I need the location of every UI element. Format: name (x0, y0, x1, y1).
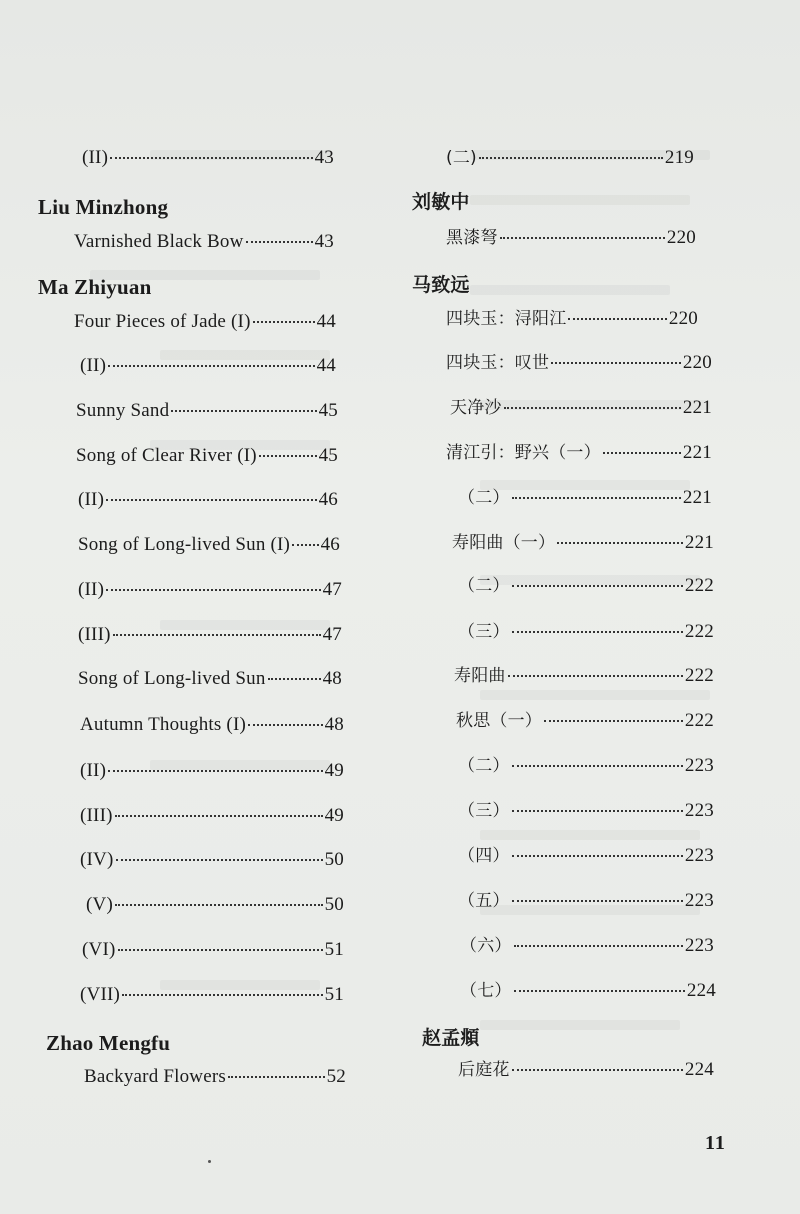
toc-entry[interactable] (76, 444, 338, 468)
toc-entry[interactable] (446, 441, 712, 465)
entry-title: Four Pieces of Jade (I) (74, 311, 251, 332)
entry-title: 清江引：野兴（一） (446, 443, 601, 463)
dot-leader (500, 237, 665, 239)
entry-title: 天净沙 (450, 398, 502, 418)
toc-entry[interactable] (446, 307, 698, 331)
toc-entry[interactable] (84, 1065, 346, 1089)
dot-leader (122, 994, 323, 996)
toc-entry[interactable] (446, 351, 712, 375)
dot-leader (246, 241, 313, 243)
entry-title: (VII) (80, 984, 121, 1005)
toc-entry[interactable] (80, 848, 344, 872)
toc-entry[interactable] (86, 893, 344, 917)
toc-entry[interactable] (450, 396, 712, 420)
entry-page: 220 (666, 227, 696, 248)
entry-title: 四块玉：叹世 (446, 353, 550, 373)
toc-entry[interactable] (80, 804, 344, 828)
entry-title: （二） (458, 756, 510, 776)
entry-title: （七） (460, 981, 512, 1001)
dot-leader (551, 362, 681, 364)
entry-title: (II) (80, 760, 107, 781)
toc-entry[interactable] (74, 310, 336, 334)
entry-page: 221 (684, 532, 714, 553)
entry-page: 44 (316, 311, 336, 332)
entry-title: 后庭花 (458, 1060, 510, 1080)
toc-entry[interactable] (460, 979, 716, 1003)
entry-title: Song of Clear River (I) (76, 445, 257, 466)
dot-leader (568, 318, 666, 320)
dot-leader (504, 407, 681, 409)
entry-page: 47 (322, 579, 342, 600)
dot-leader (110, 157, 312, 159)
entry-page: 222 (684, 621, 714, 642)
toc-entry[interactable] (80, 983, 344, 1007)
entry-title: (III) (78, 624, 111, 645)
entry-page: 45 (318, 445, 338, 466)
entry-title: (II) (78, 489, 105, 510)
dot-leader (514, 945, 683, 947)
toc-entry[interactable] (78, 623, 342, 647)
entry-page: 219 (664, 147, 694, 168)
dot-leader (106, 499, 316, 501)
entry-title: 四块玉：浔阳江 (446, 309, 567, 329)
toc-entry[interactable] (80, 354, 336, 378)
entry-page: 223 (684, 845, 714, 866)
dot-leader (512, 497, 681, 499)
entry-title: 秋思（一） (456, 711, 542, 731)
toc-entry[interactable] (458, 486, 712, 510)
toc-entry[interactable] (446, 226, 696, 250)
dot-leader (512, 1069, 683, 1071)
entry-page: 222 (684, 575, 714, 596)
entry-title: （四） (458, 846, 510, 866)
entry-title: (II) (78, 579, 105, 600)
entry-page: 49 (324, 805, 344, 826)
entry-page: 52 (326, 1066, 346, 1087)
dot-leader (108, 365, 314, 367)
entry-page: 222 (684, 710, 714, 731)
entry-page: 221 (682, 442, 712, 463)
entry-page: 50 (324, 849, 344, 870)
entry-page: 223 (684, 755, 714, 776)
entry-title: （二） (458, 488, 510, 508)
entry-page: 223 (684, 800, 714, 821)
dot-leader (603, 452, 681, 454)
toc-entry[interactable] (458, 889, 714, 913)
dot-leader (508, 675, 683, 677)
entry-title: (VI) (82, 939, 116, 960)
dot-leader (512, 855, 683, 857)
entry-page: 221 (682, 487, 712, 508)
dot-leader (248, 724, 323, 726)
entry-page: 224 (686, 980, 716, 1001)
entry-title: 寿阳曲（一） (452, 533, 556, 553)
dot-leader (228, 1076, 325, 1078)
toc-entry[interactable] (458, 844, 714, 868)
entry-page: 221 (682, 397, 712, 418)
entry-page: 46 (318, 489, 338, 510)
entry-title: Backyard Flowers (84, 1066, 226, 1087)
toc-entry[interactable] (458, 754, 714, 778)
toc-entry[interactable] (78, 667, 342, 691)
entry-page: 44 (316, 355, 336, 376)
toc-entry[interactable] (452, 531, 714, 555)
entry-page: 43 (314, 231, 334, 252)
toc-entry[interactable] (454, 664, 714, 688)
entry-title: （三） (458, 801, 510, 821)
entry-page: 48 (322, 668, 342, 689)
entry-page: 49 (324, 760, 344, 781)
dot-leader (292, 544, 319, 546)
dot-leader (512, 900, 683, 902)
dot-leader (115, 815, 323, 817)
toc-entry[interactable] (76, 399, 338, 423)
entry-title: （三） (458, 622, 510, 642)
toc-entry[interactable] (82, 938, 344, 962)
entry-title: (二) (446, 148, 477, 168)
author-heading: 赵孟頫 (422, 1027, 480, 1049)
author-heading: Liu Minzhong (38, 195, 169, 219)
entry-page: 48 (324, 714, 344, 735)
entry-page: 46 (320, 534, 340, 555)
toc-entry[interactable] (80, 759, 344, 783)
entry-page: 50 (324, 894, 344, 915)
entry-title: Song of Long-lived Sun (I) (78, 534, 291, 555)
entry-page: 223 (684, 935, 714, 956)
author-heading: 刘敏中 (412, 191, 470, 213)
author-heading: Zhao Mengfu (46, 1031, 171, 1055)
entry-title: （五） (458, 891, 510, 911)
toc-entry[interactable] (460, 934, 714, 958)
toc-entry[interactable] (78, 533, 340, 557)
dot-leader (512, 585, 683, 587)
toc-entry[interactable] (74, 230, 334, 254)
entry-title: Song of Long-lived Sun (78, 668, 266, 689)
dot-leader (544, 720, 683, 722)
dot-leader (557, 542, 683, 544)
dot-leader (512, 810, 683, 812)
entry-title: (III) (80, 805, 113, 826)
toc-entry[interactable] (458, 1058, 714, 1082)
dot-leader (108, 770, 322, 772)
entry-page: 224 (684, 1059, 714, 1080)
dot-leader (268, 678, 321, 680)
toc-entry[interactable] (78, 578, 342, 602)
entry-page: 47 (322, 624, 342, 645)
entry-title: （六） (460, 936, 512, 956)
author-heading: Ma Zhiyuan (38, 275, 152, 299)
entry-title: 寿阳曲 (454, 666, 506, 686)
dot-leader (115, 904, 323, 906)
toc-entry[interactable] (82, 146, 334, 170)
toc-entry[interactable] (78, 488, 338, 512)
dot-leader (512, 631, 683, 633)
toc-entry[interactable] (458, 574, 714, 598)
author-heading: 马致远 (412, 274, 470, 296)
toc-entry[interactable] (80, 713, 344, 737)
entry-page: 45 (318, 400, 338, 421)
entry-title: (V) (86, 894, 113, 915)
page-number: 11 (705, 1132, 726, 1154)
dot-leader (512, 765, 683, 767)
toc-entry[interactable] (458, 799, 714, 823)
toc-entry[interactable] (446, 146, 694, 170)
dot-leader (259, 455, 317, 457)
entry-title: (II) (82, 147, 109, 168)
dot-leader (118, 949, 323, 951)
toc-entry[interactable] (456, 709, 714, 733)
dot-leader (514, 990, 685, 992)
toc-entry[interactable] (458, 620, 714, 644)
entry-page: 220 (668, 308, 698, 329)
entry-page: 222 (684, 665, 714, 686)
entry-page: 43 (314, 147, 334, 168)
entry-title: 黑漆弩 (446, 228, 498, 248)
entry-title: (II) (80, 355, 107, 376)
dot-leader (479, 157, 663, 159)
entry-title: Sunny Sand (76, 400, 170, 421)
entry-page: 223 (684, 890, 714, 911)
entry-page: 220 (682, 352, 712, 373)
entry-page: 51 (324, 939, 344, 960)
entry-page: 51 (324, 984, 344, 1005)
dot-leader (116, 859, 323, 861)
dot-leader (113, 634, 321, 636)
entry-title: （二） (458, 576, 510, 596)
entry-title: Varnished Black Bow (74, 231, 244, 252)
dot-leader (106, 589, 320, 591)
entry-title: (IV) (80, 849, 114, 870)
entry-title: Autumn Thoughts (I) (80, 714, 246, 735)
dot-leader (253, 321, 315, 323)
paper-speck (208, 1160, 211, 1163)
dot-leader (171, 410, 316, 412)
